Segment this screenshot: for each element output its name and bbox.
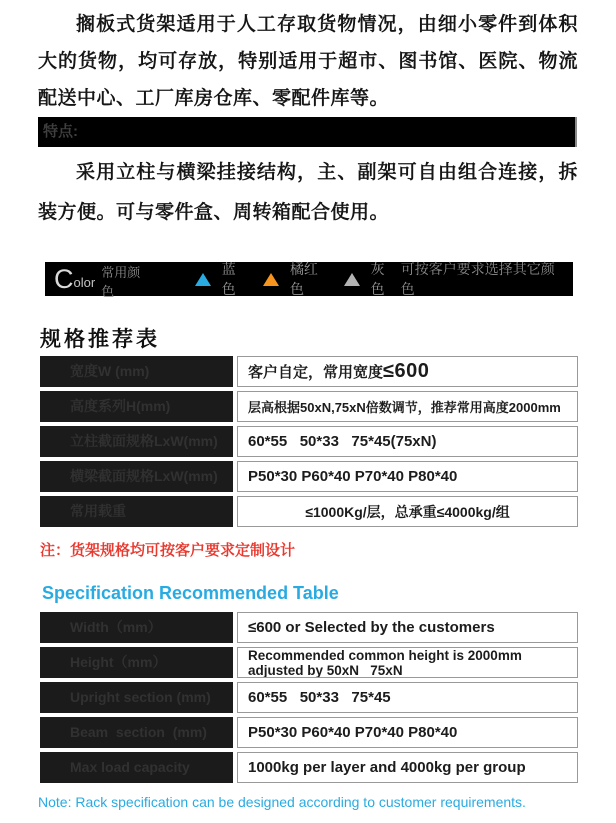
blue-triangle-icon [195, 273, 211, 286]
row-header-load-en: Max load capacity [40, 752, 233, 783]
cn-spec-table [40, 356, 616, 527]
en-spec-table [40, 612, 616, 783]
row-value-height-line1: Recommended common height is 2000mm [248, 647, 522, 663]
row-value-beam-en: P50*30 P60*40 P70*40 P80*40 [237, 717, 578, 748]
row-value-height-en [237, 647, 578, 678]
color-option-orange-label: 橘红色 [289, 261, 318, 297]
row-value-height: 层高根据50xN,75xN倍数调节，推荐常用高度2000mm [237, 391, 578, 422]
row-header-upright-en: Upright section (mm) [40, 682, 233, 713]
color-custom-note: 可按客户要求选择其它颜色 [400, 261, 555, 297]
features-section-bar [38, 117, 577, 147]
row-value-upright: 60*55 50*33 75*45(75xN) [237, 426, 578, 457]
intro-paragraph: 搁板式货架适用于人工存取货物情况，由细小零件到体积大的货物，均可存放，特别适用于超市、图书馆、医院、物流配送中心、工厂库房仓库、零配件库等。 [38, 14, 578, 109]
table-row-beam-en [40, 717, 616, 748]
row-value-text: 客户自定，常用宽度 [248, 364, 384, 381]
row-value-load-en: 1000kg per layer and 4000kg per group [237, 752, 578, 783]
row-header-upright: 立柱截面规格LxW(mm) [40, 426, 233, 457]
catalog-page [0, 6, 616, 823]
table-row-upright [40, 426, 616, 457]
row-value-width [237, 356, 578, 387]
features-paragraph: 采用立柱与横梁挂接结构，主、副架可自由组合连接，拆装方便。可与零件盒、周转箱配合使用。 [38, 162, 578, 223]
gray-triangle-icon [344, 273, 360, 286]
table-row-height [40, 391, 616, 422]
row-header-width-en: Width（mm） [40, 612, 233, 643]
table-row-width [40, 356, 616, 387]
color-options [195, 259, 401, 299]
row-header-width: 宽度W (mm) [40, 356, 233, 387]
table-row-width-en [40, 612, 616, 643]
en-custom-note: Note: Rack specification can be designed according to customer requirements. [38, 794, 526, 810]
en-table-title: Specification Recommended Table [42, 583, 339, 603]
color-legend-bar [45, 261, 573, 299]
cn-custom-note: 注：货架规格均可按客户要求定制设计 [40, 542, 296, 559]
color-word-rest: olor [73, 274, 96, 290]
row-header-height-en: Height（mm） [40, 647, 233, 678]
color-word-initial: C [54, 263, 74, 294]
row-header-height: 高度系列H(mm) [40, 391, 233, 422]
cn-table-title: 规格推荐表 [40, 328, 160, 351]
color-cn-label: 常用颜色 [101, 265, 141, 299]
row-header-beam: 横梁截面规格LxW(mm) [40, 461, 233, 492]
table-row-load-en [40, 752, 616, 783]
color-option-blue-label: 蓝色 [221, 261, 236, 297]
table-row-height-en [40, 647, 616, 678]
table-row-load [40, 496, 616, 527]
row-value-height-line2: adjusted by 50xN 75xN [248, 662, 403, 678]
row-value-load: ≤1000Kg/层，总承重≤4000kg/组 [237, 496, 578, 527]
row-header-load: 常用载重 [40, 496, 233, 527]
color-option-gray-label: 灰色 [370, 261, 385, 297]
orange-triangle-icon [263, 273, 279, 286]
features-label: 特点: [43, 123, 78, 140]
table-row-upright-en [40, 682, 616, 713]
row-value-emphasis: ≤600 [383, 360, 430, 382]
row-value-upright-en: 60*55 50*33 75*45 [237, 682, 578, 713]
row-header-beam-en: Beam section (mm) [40, 717, 233, 748]
row-value-beam: P50*30 P60*40 P70*40 P80*40 [237, 461, 578, 492]
row-value-width-en: ≤600 or Selected by the customers [237, 612, 578, 643]
table-row-beam [40, 461, 616, 492]
